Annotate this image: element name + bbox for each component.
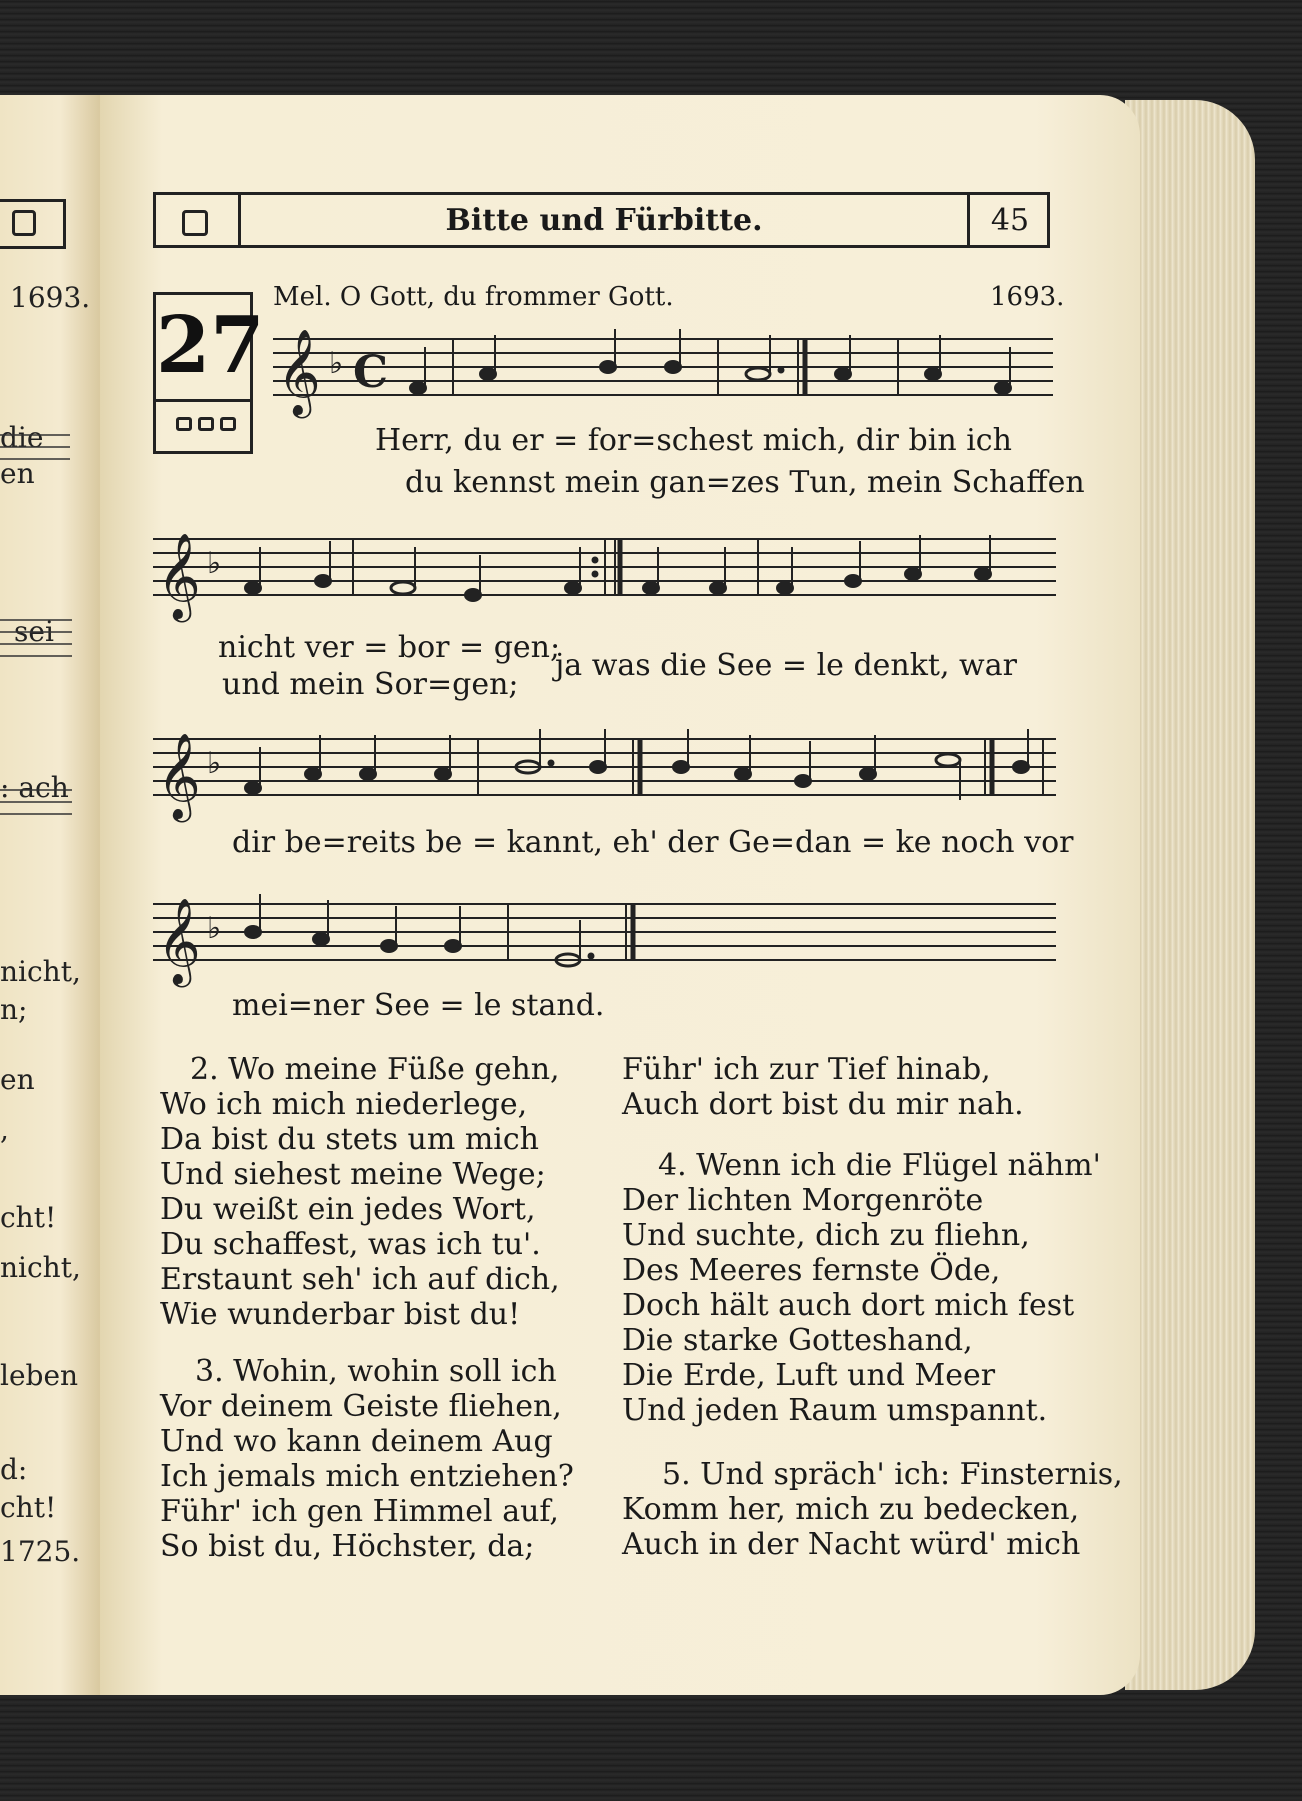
small-square-icon [176,417,192,431]
music-staff-4 [153,890,1056,990]
treble-clef-icon: 𝄞 [157,533,201,619]
verse-4: Der lichten Morgenröte Und suchte, dich zu fliehn, Des Meeres fernste Öde, Doch hält auch dort mich fest Die starke Gotteshand, Die Erde, Luft und Meer Und jeden Raum umspannt. [622,1183,1075,1428]
left-page-line: : ach [0,771,69,804]
left-page-line: 1725. [0,1535,81,1568]
left-page-line: nicht, [0,1251,81,1284]
left-page-line: sei [14,615,54,648]
left-page-line: leben [0,1359,79,1392]
verse-2-first-line: 2. Wo meine Füße gehn, [190,1052,560,1087]
left-page [0,95,100,1695]
music-staff-2 [153,525,1056,625]
svg-text:♭: ♭ [207,546,222,581]
lyric-line: du kennst mein gan=zes Tun, mein Schaffen [405,465,1085,500]
left-page-line: die [0,421,44,454]
hymn-number-box [153,292,265,454]
page-number: 45 [990,203,1030,238]
left-header-box [0,199,66,249]
svg-text:♭: ♭ [207,911,222,946]
lyric-line: und mein Sor=gen; [222,667,519,702]
lyric-line: dir be=reits be = kannt, eh' der Ge=dan = ke noch vor [232,825,1074,860]
left-page-line: en [0,1063,35,1096]
verse-3-first-line: 3. Wohin, wohin soll ich [195,1354,557,1389]
verse-3-continued: Führ' ich zur Tief hinab, Auch dort bist du mir nah. [622,1052,1024,1122]
left-page-staff-fragments [0,395,100,815]
hymn-number: 27 [156,300,265,391]
lyric-line: mei=ner See = le stand. [232,988,605,1023]
melody-reference: Mel. O Gott, du frommer Gott. [273,282,674,312]
left-page-line: , [0,1113,9,1146]
left-page-line: cht! [0,1201,57,1234]
page-edges [1125,100,1255,1690]
small-square-icon [220,417,236,431]
treble-clef-icon: 𝄞 [157,898,201,984]
left-page-line: d: [0,1453,28,1486]
left-page-line: en [0,457,35,490]
verse-2: Wo ich mich niederlege, Da bist du stets um mich Und siehest meine Wege; Du weißt ein jedes Wort, Du schaffest, was ich tu'. Erstaunt seh' ich auf dich, Wie wunderbar bist du! [160,1087,560,1332]
music-staff-3 [153,725,1056,825]
verse-4-first-line: 4. Wenn ich die Flügel nähm' [658,1148,1101,1183]
page-title: Bitte und Fürbitte. [445,203,763,238]
page-header [153,192,1050,248]
left-page-line: 1693. [10,281,91,314]
svg-text:♭: ♭ [207,746,222,781]
small-square-icon [198,417,214,431]
verse-3: Vor deinem Geiste fliehen, Und wo kann deinem Aug Ich jemals mich entziehen? Führ' ich gen Himmel auf, So bist du, Höchster, da; [160,1389,574,1564]
music-staff-1 [273,325,1053,420]
lyric-line: Herr, du er = for=schest mich, dir bin ich [375,423,1012,458]
verse-5: Komm her, mich zu bedecken, Auch in der Nacht würd' mich [622,1492,1081,1562]
left-page-line: nicht, [0,955,81,988]
verse-5-first-line: 5. Und spräch' ich: Finsternis, [662,1457,1123,1492]
svg-text:♭: ♭ [329,346,344,381]
square-icon [12,210,36,236]
treble-clef-icon: 𝄞 [277,329,321,415]
square-icon [182,210,208,236]
lyric-line: nicht ver = bor = gen; [218,630,561,665]
hymn-year: 1693. [990,282,1065,312]
svg-text:C: C [353,347,389,398]
treble-clef-icon: 𝄞 [157,733,201,819]
lyric-line: ja was die See = le denkt, war [555,648,1017,683]
left-page-line: n; [0,993,28,1026]
left-page-line: cht! [0,1491,57,1524]
